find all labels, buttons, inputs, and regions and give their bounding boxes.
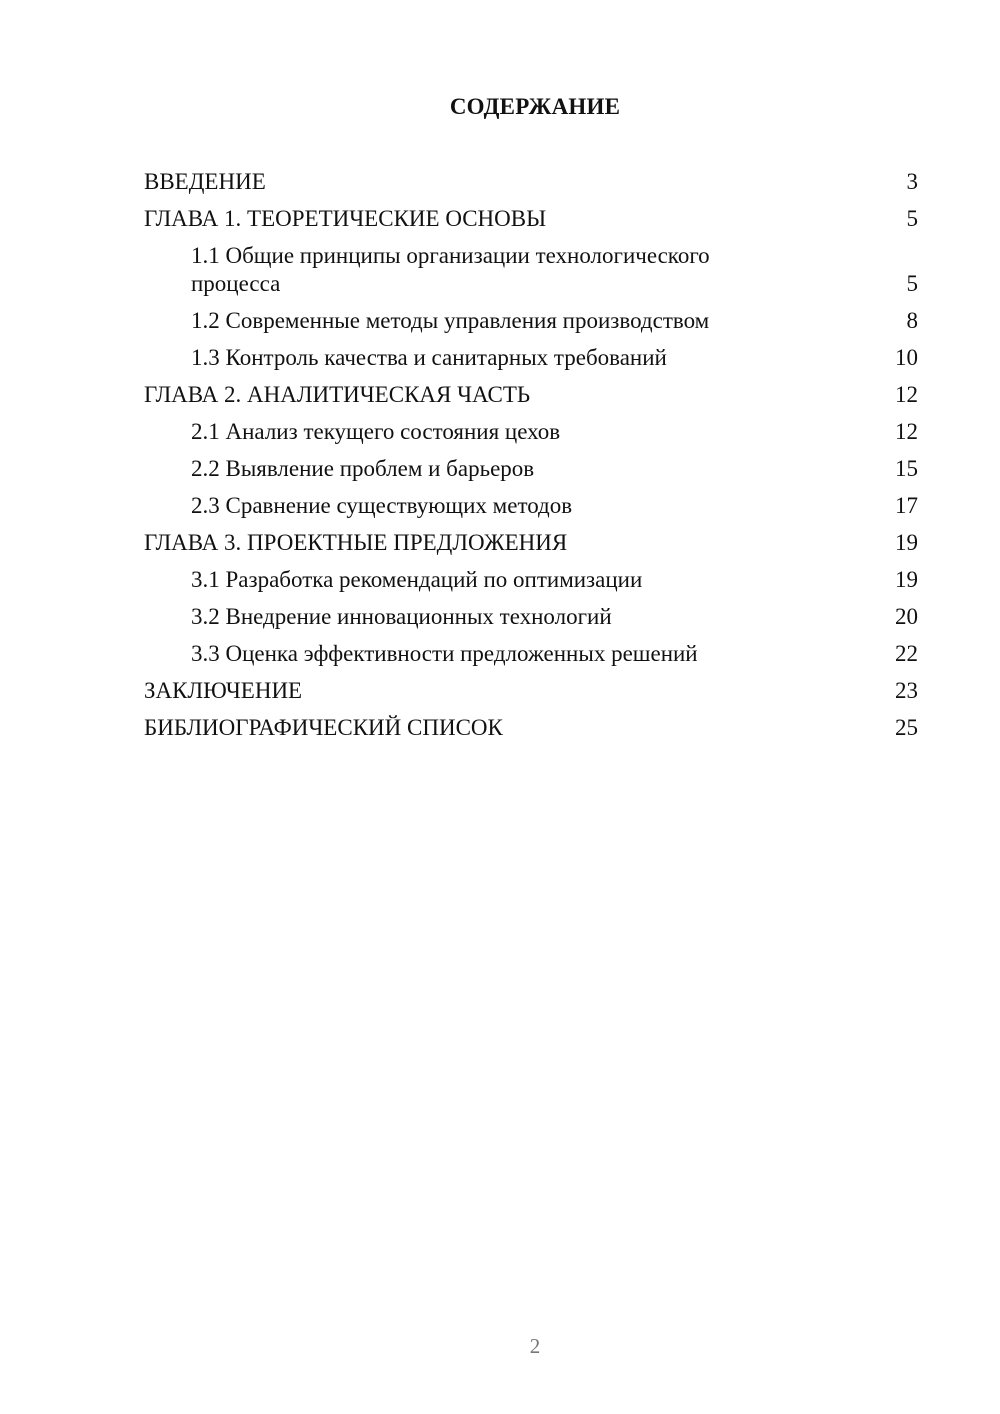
toc-entry-label: 3.2 Внедрение инновационных технологий [191, 604, 612, 629]
toc-entry [144, 205, 918, 233]
toc-entry-label: ГЛАВА 1. ТЕОРЕТИЧЕСКИЕ ОСНОВЫ [144, 206, 547, 231]
toc-title: СОДЕРЖАНИЕ [449, 94, 621, 119]
toc-entry-page: 10 [895, 345, 918, 370]
toc-entry [144, 529, 918, 557]
toc-entry-page: 12 [895, 382, 918, 407]
table-of-contents [144, 168, 918, 751]
toc-entry-page: 17 [895, 493, 918, 518]
toc-entry-label: 1.3 Контроль качества и санитарных требований [191, 345, 667, 370]
toc-entry-page: 20 [895, 604, 918, 629]
toc-entry-label: ВВЕДЕНИЕ [144, 169, 266, 194]
toc-entry [144, 677, 918, 705]
toc-entry [144, 714, 918, 742]
toc-entry-label: ГЛАВА 3. ПРОЕКТНЫЕ ПРЕДЛОЖЕНИЯ [144, 530, 568, 555]
toc-entry-label: 1.2 Современные методы управления производством [191, 308, 710, 333]
toc-entry-page: 19 [895, 567, 918, 592]
toc-entry-page: 5 [906, 271, 918, 296]
toc-entry-label: 3.3 Оценка эффективности предложенных решений [191, 641, 698, 666]
toc-entry [144, 381, 918, 409]
toc-entry-page: 8 [906, 308, 918, 333]
toc-entry-page: 23 [895, 678, 918, 703]
toc-subentry [144, 566, 918, 594]
toc-entry-label: ГЛАВА 2. АНАЛИТИЧЕСКАЯ ЧАСТЬ [144, 382, 531, 407]
toc-entry-label: 1.1 Общие принципы организации технологического процесса [191, 243, 710, 296]
toc-entry-page: 22 [895, 641, 918, 666]
toc-subentry [144, 242, 918, 298]
toc-entry-label: 2.2 Выявление проблем и барьеров [191, 456, 535, 481]
toc-entry [144, 168, 918, 196]
toc-subentry [144, 344, 918, 372]
toc-subentry [144, 640, 918, 668]
toc-entry-label: 2.1 Анализ текущего состояния цехов [191, 419, 561, 444]
toc-entry-label: 3.1 Разработка рекомендаций по оптимизации [191, 567, 643, 592]
toc-entry-page: 15 [895, 456, 918, 481]
toc-entry-page: 5 [906, 206, 918, 231]
toc-entry-page: 12 [895, 419, 918, 444]
toc-entry-page: 25 [895, 715, 918, 740]
toc-subentry [144, 603, 918, 631]
toc-entry-label: ЗАКЛЮЧЕНИЕ [144, 678, 303, 703]
toc-subentry [144, 455, 918, 483]
toc-subentry [144, 492, 918, 520]
toc-entry-page: 19 [895, 530, 918, 555]
toc-entry-page: 3 [906, 169, 918, 194]
toc-subentry [144, 307, 918, 335]
toc-entry-label: 2.3 Сравнение существующих методов [191, 493, 573, 518]
toc-subentry [144, 418, 918, 446]
toc-entry-label: БИБЛИОГРАФИЧЕСКИЙ СПИСОК [144, 715, 503, 740]
page-number: 2 [529, 1334, 541, 1358]
